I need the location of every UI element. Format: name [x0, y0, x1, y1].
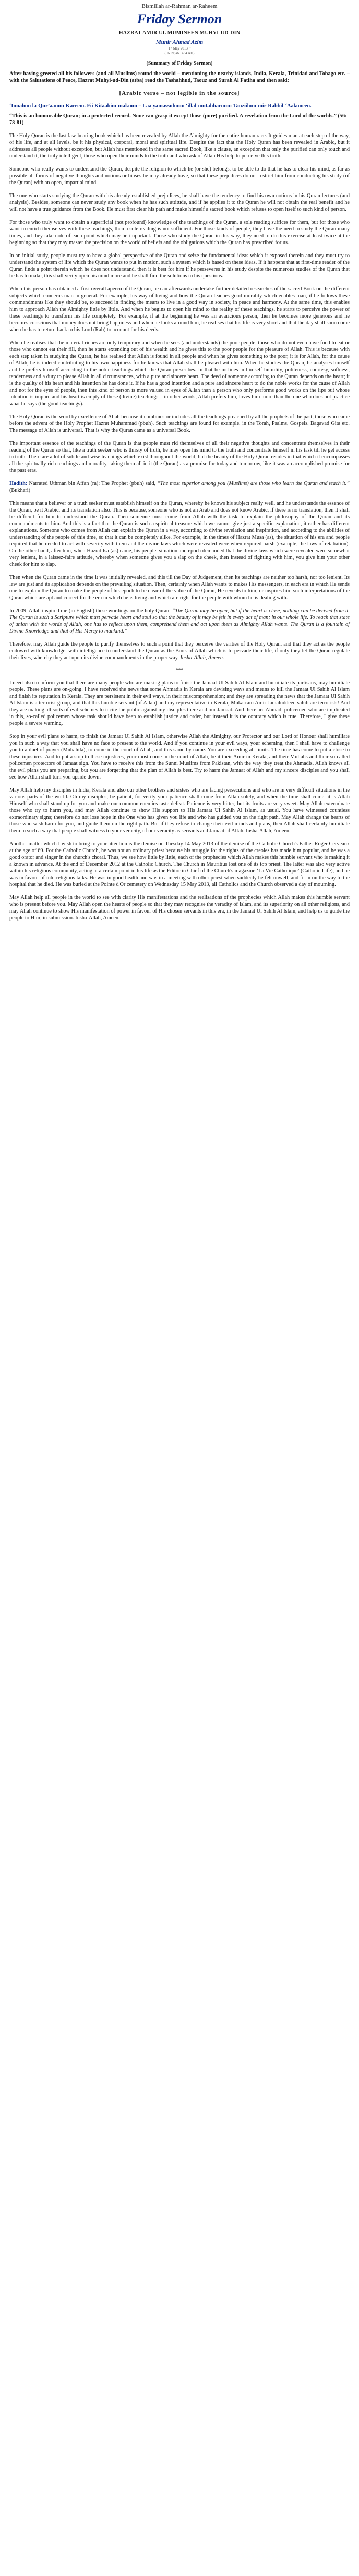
- paragraph: I need also to inform you that there are many people who are making plans to finish the Jamaat Ul Sahih Al Islam and humiliate its partisans, may humiliate people. These plans are on-going. I have received the news that some Ahmadis in Kerala are devising ways and means to kill the Jamaat Ul Sahih Al Islam and finish its reputation in Kerala. They are persistent in their evil ways, in their miscomprehension; and they are spreading the news that the Jamaat Ul Sahih Al Islam is a terrorist group, and that this humble servant (of Allah) and my representative in Kerala, Mukarram Amir Jamaluddeen sahib are terrorists! And they are making all sorts of evil schemes to incite the public against my disciples there and our Jamaat. And there are Ahmadi policemen who are implicated in this, so-called policemen whose task should have been to establish justice and order, but instead it is the contrary which is true. Therefore, I give these people a severe warning.: [9, 680, 350, 726]
- hadith-quote: “The most superior among you (Muslims) are those who learn the Quran and teach it.”: [157, 481, 350, 487]
- paragraph: The Holy Quran is the word by excellence of Allah because it combines or includes all the teachings preached by all the prophets of the past, those who came before the advent of the Holy Prophet Hazrat Muhammad (pbuh). Such teachings are found for example, in the Torah, Psalms, Gospels, Bagavad Gita etc. The message of Allah is universal. That is why the Quran came as a universal Book.: [9, 414, 350, 433]
- paragraph: May Allah help all people in the world to see with clarity His manifestations and the realisations of the prophecies which Allah makes this humble servant who is present before you. May Allah open the hearts of people so that they may recognise the veracity of Islam, and its superiority on all other religions, and may Allah continue to show His manifestation of power in favour of His chosen servants in this era, in the Jamaat Ul Sahih Al Islam, and help us to guide the people to Him, in submission. Insha-Allah, Ameen.: [9, 895, 350, 921]
- paragraph: Stop in your evil plans to harm, to finish the Jamaat Ul Sahih Al Islam, otherwise Allah the Almighty, our Protector and our Lord of Honour shall humiliate you in such a way that you shall have no face to present to the world. And if you continue in your evil ways, your scheming, then I shall have to challenge you to a duel of prayer (Mubahila), to come in the court of Allah, and this same by name. You are exceeding all limits. The time has come to put a close to these injustices. And to put a stop to these injustices, your must come in the court of Allah, be it their Amir in Kerala, and their Mullahs and their so-called policemen protectors of Jamaat sign. You have to receive this from the Sunni Muslims from Pakistan, with the way they treat the Ahmadis. Allah knows all the evil plans you are preparing, but you are forgetting that the plan of Allah is best. Try to harm the Jamaat of Allah and my sincere disciples and you shall see how Allah shall turn you upside down.: [9, 734, 350, 780]
- paragraph: Another matter which I wish to bring to your attention is the demise on Tuesday 14 May 2013 of the demise of the Catholic Church's Father Roger Cerveaux at the age of 69. For the Catholic Church, he was not an ordinary priest because his struggle for the rights of the creoles has made him popular, and he was a good orator and singer in the church's choral. Thus, we see how little by little, each of the prophecies which Allah makes this humble servant who is making it a known in advance. At the end of December 2012 at the Catholic Church. The Church in Mauritius lost one of its top priest. The latter was also very active within his religious community, acting at a certain point in his life as the Editor in Chief of the Church's magazine ‘La Vie Catholique’ (Catholic Life), and he was in favour of interreligious talks. He was in good health and was in a meeting with other priest when suddenly he felt unwell, and fit in on the way to the hospital that he died. He was buried at the Pointe d'Or cemetery on Wednesday 15 May 2013, all Catholics and the Church observed a day of mourning.: [9, 841, 350, 888]
- prayer-text: Therefore, may Allah guide the people to purify themselves to such a point that they perceive the verities of the Holy Quran, and that they act as the people endowed with knowledge, with intelligence to understand the Quran as the Book of Allah which is to pervade their life, if only they let the Quran regulate their lives, whereby they act upon its divine commandments in the proper way.: [9, 641, 350, 661]
- verse-translation: “This is an honourable Quran; in a protected record. None can grasp it except those (pure) purified. A revelation from the Lord of the worlds.” (56: 78-81): [9, 113, 347, 126]
- paragraph: When he realises that the material riches are only temporary and when he sees (and understands) the poor people, those who do not even have food to eat or those who cannot eat their fill, then he starts extending out of his wealth and he gives this to the poor people for the pleasure of Allah. This is because with each step taken in studying the Quran, he has realised that Allah is found in all people and when he gives something to the poor, it is for Allah, for the cause of Allah, he is indeed contributing to his own happiness for he knows that Allah shall be pleased with him. When he studies the Quran, he analyses himself and he prefers himself according to the noble teachings which the Quran prescribes. In that he inclines in himself humility, politeness, courtesy, softness, tenderness and a duty to please Allah in all circumstances, with a pure and sincere heart. The deed of someone according to the Quran depends on the heart; it is the quality of his heart and his intention he has done it. If he has a good intention and a pure and sincere heart to do the noble works for the cause of Allah and not for the eyes of people, then this kind of person is more valued in eyes of Allah than a person who only performs good works on the lips but whose intention is impure and his heart is empty of these (divine) teachings – in other words, Allah prefers him, loves him more than the one who does not practice what he says (the good teachings).: [9, 340, 350, 407]
- paragraph: The Holy Quran is the last law-bearing book which has been revealed by Allah the Almighty for the entire human race. It guides man at each step of the way, of his life, and at all levels, be it his physical, corporal, moral and spiritual life. Despite the fact that the Holy Quran has been revealed in Arabic, but it addresses all people without exception, but Allah has mentioned in the same sacred Book, like a clause, an exception that only the purified can only touch and understand it, the truly intelligent, those who open their minds to the truth and who ask of Allah His help to perceive this truth.: [9, 133, 350, 159]
- paragraph: Then when the Quran came in the time it was initially revealed, and this till the Day of Judgement, then its teachings are neither too harsh, nor too lenient. Its law are just and its application depends on the prevailing situation. Then, certainly when Allah wants to makes His messengers, in each era in which He sends one to explain the Quran to make the people of his epoch to be clear of the value of the Quran, He reveals to him, or inspires him such interpretations of the Quran which are apt and correct for the era in which he is living and which are right for the people with whom he is dealing with.: [9, 575, 350, 601]
- verse-transliteration: ‘Innahuu la-Qur’aanun-Kareem. Fii Kitaabim-maknun – Laa yamassuhuuu ‘illal-mutahharuun: Tanziilum-mir-Rabbil-‘Aalameen.: [9, 103, 312, 109]
- summary-heading: (Summary of Friday Sermon): [146, 60, 213, 66]
- inspiration-paragraph: [9, 607, 350, 635]
- author-name: Munir Ahmad Azim: [155, 39, 204, 45]
- inspiration-intro: In 2009, Allah inspired me (in English) these wordings on the holy Quran:: [9, 608, 172, 614]
- inspiration-quote: “The Quran may be open, but if the heart is close, nothing can be derived from it. The Quran is such a Scripture which must pervade heart and soul so that the beauty of it may be felt in every act of man; in our whole life. To reach that state of union with the words of Allah, one has to reflect upon them, comprehend them and act upon them as Almighty Allah wants. The Quran is a fountain of Divine Knowledge and that of His Mercy to mankind.”: [9, 608, 350, 634]
- date-gregorian: 17 May 2013 ~: [168, 46, 191, 51]
- prayer-paragraph: [9, 641, 350, 661]
- intro-paragraph: After having greeted all his followers (and all Muslims) round the world – mentioning the nearby islands, India, Kerala, Trinidad and Tobago etc. – with the Salutations of Peace, Hazrat Muhyi-ud-Din (atba) read the Tashahhud, Taouz and Surah Al Fatiha and then said:: [9, 71, 350, 83]
- prayer-closing: Insha-Allah, Ameen.: [180, 655, 224, 661]
- page-title: Friday Sermon: [137, 11, 222, 27]
- paragraph: For those who truly want to obtain a superficial (not profound) knowledge of the teachings of the Quran, a sole reading suffices for them, but for those who want to enrich themselves with these teachings, then a sole reading is not sufficient. For those kinds of people, they have the need to study the Quran many times, and they take note of each point which may be important. Those who study the Quran in this way, they need to do this exercise at least twice at the beginning so that they may master the precision on the world of beliefs and the obligations which the Quran has prescribed for us.: [9, 220, 350, 246]
- paragraph: When this person has obtained a first overall apercu of the Quran, he can afterwards undertake further detailed researches of the sacred Book on the different subjects which concerns man in general. For example, his way of living and how the Quran teaches good morality which enables man, if he follows these commandments like they should be, to succeed in finding the means to live in a good way in society, in peace and harmony. At the same time, this enables him to approach Allah the Almighty little by little. And when he begins to open his mind to the reality of these teachings, he starts to perceive the power of these teachings to transform his life completely. For example, if at the beginning he was an avaricious person, then he becomes more generous and he becomes conscious that money does not bring happiness and when he looks around him, he realises that his life is very short and that the day shall soon come when he has to return back to his Lord (Rab) to account for his deeds.: [9, 286, 350, 333]
- section-divider: ***: [175, 667, 184, 673]
- sermon-page: [0, 0, 359, 921]
- paragraph: The one who starts studying the Quran with his already established prejudices, he shall have the tendency to find his own notions in his Quran lectures (and analysis). Besides, someone can never study any book when he has such attitude, and if he applies it to the Quran he will not obtain the real benefit and he will not have a true guidance from the Book. He must first clear his path and make himself a sacred book which refuses to open itself to such kind of person.: [9, 193, 350, 212]
- paragraph: May Allah help my disciples in India, Kerala and also our other brothers and sisters who are facing persecutions and who are in very difficult situations in the various parts of the world. Oh my disciples, be patient, for verily your patience shall come from Allah solely, and when the time shall come, it is Allah Himself who shall stand up for you and make our common enemies taste defeat. Patience is very bitter, but its fruits are very sweet. May Allah exterminate those who try to harm you, and may Allah continue to show His support to His Jamaat Ul Sahih Al Islam, as usual. You have witnessed countless extraordinary signs; therefore do not lose hope in the One who has given you life and who has guided you on the right path. May Allah change the hearts of those who wish harm for you, and guide them on the right path. But if they refuse to change their evil minds and plans, then Allah shall certainly humiliate them in such a way that people shall witness to your veracity, of our veracity as servants and Jamaat of Allah. Insha-Allah, Ameen.: [9, 787, 350, 834]
- paragraph: Someone who really wants to understand the Quran, despite the religion to which he (or she) belongs, to be able to do that he has to clear his mind, as far as possible all forms of negative thoughts and notions or biases he may already have, so that these prejudices do not restrict him from conducting his study (of the Quran) with an open, impartial mind.: [9, 166, 350, 186]
- author-line: HAZRAT AMIR UL MUMINEEN MUHYI-UD-DIN: [118, 30, 241, 36]
- paragraph: This means that a believer or a truth seeker must establish himself on the Quran, whereby he knows his subject really well, and he understands the essence of the Quran, be it Arabic, and its translation also. This is because, someone who is not an Arab and does not know Arabic, if there is no translation, then it shall be difficult for him to understand the Quran. Then someone must come from Allah with the task to explain the philosophy of the Quran and its commandments to him. And this is a fact that the Quran is such a spiritual treasure which we cannot give just a specific explanation, it rather has different explanations. Someone who comes from Allah can explain the Quran in a way, according to divine revelation and inspiration, and according to the abilities of understanding of the people of this time, so that it can be completely alike. For example, in the times of Hazrat Musa (as), the situation of his era and people required that he needed to act with severity with them and the divine laws which were revealed were when required harsh (example, the laws of retaliation). On the other hand, after him, when Hazrat Isa (as) came, his people, situation and epoch demanded that the divine laws which were revealed were somewhat very lenient, in a laissez-faire attitude, whereby when someone gives you a slap on the cheek, then instead of fighting with him, you give him your other cheek for him to slap.: [9, 501, 350, 567]
- date-hijri: (06 Rajab 1434 AH): [164, 51, 195, 55]
- hadith-label: Hadith:: [9, 481, 28, 487]
- paragraph: The important essence of the teachings of the Quran is that people must rid themselves of all their negative thoughts and concentrate themselves in their reading of the Quran so that, like a truth seeker who is thirsty of truth, he may open his mind to the truth and concentrate himself in his task till he get access to truth. There are a lot of subtle and wise teachings which exist throughout the world, but the beauty of the Holy Quran resides in that which it encompasses all the spiritually rich teachings and morality, taking them all in it (the Quran) as a promise for today and tomorrow, like it was an accomplished promise for the past eras.: [9, 441, 350, 473]
- hadith-reference: (Bukhari): [9, 488, 31, 493]
- paragraph: In an initial study, people must try to have a global perspective of the Quran and seize the fundamental ideas which it exposed therein and they must try to understand the system of life which the Quran wants to put in motion, such a system which is based on these ideas. If it happens that at first-time reader of the Quran finds a point therein which he does not understand, then it is best for him if he perseveres in his study despite the numerous studies of the Quran that he has to make, this shall verily open his mind more and he shall find the solutions to his questions.: [9, 253, 350, 279]
- bismillah-heading: Bismillah ar-Rahman ar-Raheem: [141, 3, 218, 9]
- hadith-intro: Narrated Uthman bin Affan (ra): The Prophet (pbuh) said,: [29, 481, 158, 487]
- arabic-verse: [Arabic verse – not legible in the source]: [119, 90, 240, 96]
- hadith-paragraph: [9, 480, 350, 494]
